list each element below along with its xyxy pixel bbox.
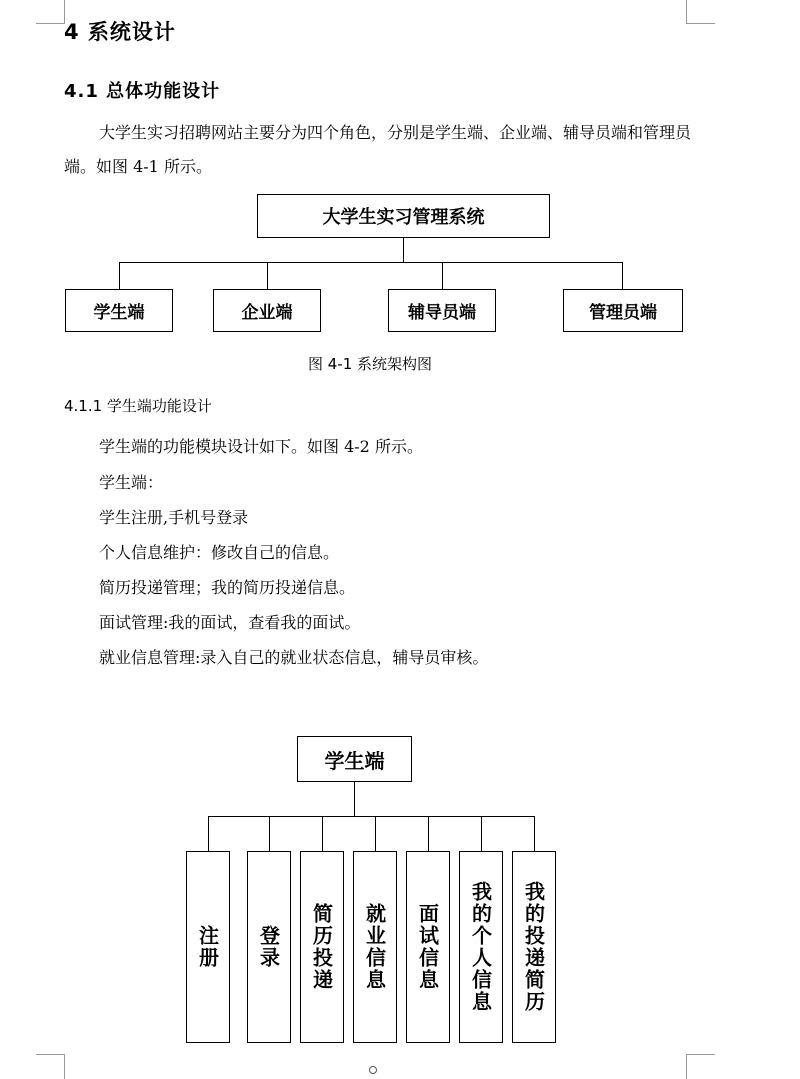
connector-line [403,238,404,263]
chapter-title: 4 系统设计 [64,20,176,44]
node-label: 简历投递 [309,903,334,991]
connector-line [208,816,535,817]
diagram-node-employment-info [353,851,397,1043]
connector-line [534,816,535,851]
diagram-node-student: 学生端 [65,289,173,332]
connector-line [119,262,120,289]
connector-line [375,816,376,851]
connector-line [269,816,270,851]
node-label: 登录 [256,925,281,969]
connector-line [622,262,623,289]
crop-mark-bottom-right [686,1054,715,1079]
figure-caption: 图 4-1 系统架构图 [307,355,433,373]
crop-mark-top-right [686,0,715,24]
connector-line [267,262,268,289]
section-title: 4.1 总体功能设计 [64,81,221,102]
node-label: 我的投递简历 [521,881,546,1013]
node-label: 注册 [195,925,220,969]
body-line: 就业信息管理:录入自己的就业状态信息，辅导员审核。 [99,648,489,667]
diagram-node-register [186,851,230,1043]
diagram-root-student: 学生端 [297,736,412,782]
diagram-node-my-resumes [512,851,556,1043]
connector-line [442,262,443,289]
connector-line [481,816,482,851]
subsection-title: 4.1.1 学生端功能设计 [64,397,212,415]
diagram-node-enterprise: 企业端 [213,289,321,332]
node-label: 面试信息 [415,903,440,991]
body-line: 简历投递管理；我的简历投递信息。 [99,578,356,597]
body-line: 学生端： [99,473,164,492]
connector-line [322,816,323,851]
diagram-node-resume-submission [300,851,344,1043]
connector-line [208,816,209,851]
diagram-root-system: 大学生实习管理系统 [257,194,550,238]
body-line: 学生注册,手机号登录 [99,508,249,527]
diagram-node-interview-info [406,851,450,1043]
body-line: 学生端的功能模块设计如下。如图 4-2 所示。 [99,437,423,456]
body-line: 面试管理:我的面试，查看我的面试。 [99,613,361,632]
intro-paragraph: 大学生实习招聘网站主要分为四个角色，分别是学生端、企业端、辅导员端和管理员端。如图 4-1 所示。 [64,123,692,176]
diagram-node-login [247,851,291,1043]
diagram-node-personal-info [459,851,503,1043]
body-line: 个人信息维护：修改自己的信息。 [99,543,340,562]
crop-mark-bottom-left [36,1054,65,1079]
crop-mark-top-left [36,0,65,24]
diagram-node-admin: 管理员端 [563,289,683,332]
connector-line [119,262,623,263]
node-label: 我的个人信息 [468,881,493,1013]
node-label: 就业信息 [362,903,387,991]
connector-line [354,782,355,817]
paragraph-mark [369,1066,377,1074]
diagram-node-counselor: 辅导员端 [388,289,496,332]
connector-line [428,816,429,851]
